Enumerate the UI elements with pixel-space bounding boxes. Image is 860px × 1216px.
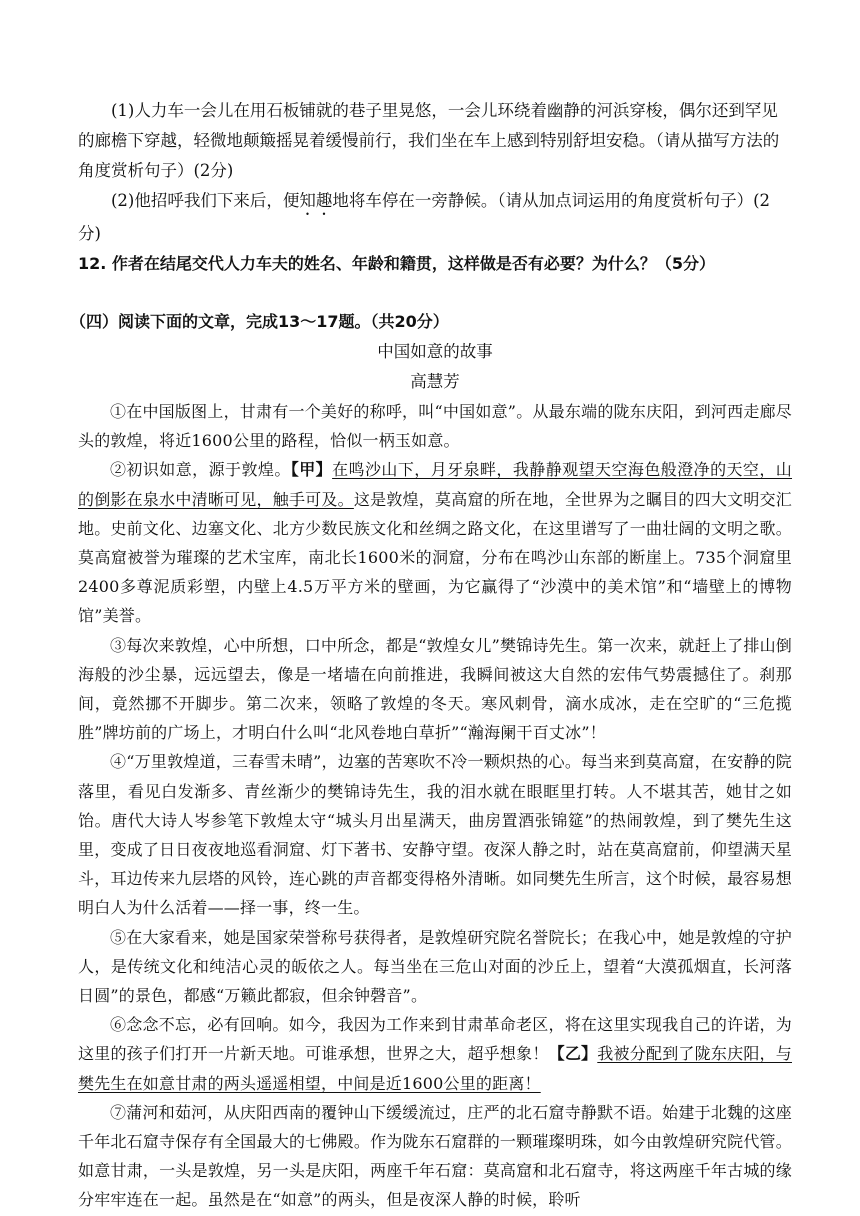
document-page xyxy=(70,96,793,1215)
paragraph-5: ⑤在大家看来，她是国家荣誉称号获得者，是敦煌研究院名誉院长；在我心中，她是敦煌的守护人，是传统文化和纯洁心灵的皈依之人。每当坐在三危山对面的沙丘上，望着“大漠孤烟直，长河落日圆”的景色，都感“万籁此都寂，但余钟磬音”。 xyxy=(78,927,792,1006)
marker-jia: 【甲】 xyxy=(290,460,333,480)
underlined-sentence-jia: 在鸣沙山下，月牙泉畔，我静静观望天空海色般澄净的天空，山的倒影在泉水中清晰可见，触手可及。 xyxy=(78,460,793,509)
question-11-2 xyxy=(78,186,792,249)
article-author: 高慧芳 xyxy=(410,372,460,391)
spacer xyxy=(78,279,792,307)
article-title: 中国如意的故事 xyxy=(377,342,493,361)
marker-yi: 【乙】 xyxy=(548,1044,598,1064)
paragraph-2-rest: 这是敦煌，莫高窟的所在地，全世界为之瞩目的四大文明交汇地。史前文化、边塞文化、北方少数民族文化和丝绸之路文化，在这里谱写了一曲壮阔的文明之歌。莫高窟被誉为璀璨的艺术宝库，南北长1600米的洞窟，分布在鸣沙山东部的断崖上。735个洞窟里2400多尊泥质彩塑，内壁上4.5万平方米的壁画，为它赢得了“沙漠中的美术馆”和“墙壁上的博物馆”美誉。 xyxy=(78,489,792,626)
paragraph-6 xyxy=(78,1010,792,1098)
question-12: 12. 作者在结尾交代人力车夫的姓名、年龄和籍贯，这样做是否有必要？为什么？（5分） xyxy=(78,254,716,273)
underlined-sentence-yi: 我被分配到了陇东庆阳，与樊先生在如意甘肃的两头遥遥相望，中间是近1600公里的距离！ xyxy=(78,1044,792,1093)
paragraph-1: ①在中国版图上，甘肃有一个美好的称呼，叫“中国如意”。从最东端的陇东庆阳，到河西走廊尽头的敦煌，将近1600公里的路程，恰似一柄玉如意。 xyxy=(78,402,792,451)
paragraph-7: ⑦蒲河和茹河，从庆阳西南的覆钟山下缓缓流过，庄严的北石窟寺静默不语。始建于北魏的这座千年北石窟寺保存有全国最大的七佛殿。作为陇东石窟群的一颗璀璨明珠，如今由敦煌研究院代管。如意甘肃，一头是敦煌，另一头是庆阳，两座千年石窟：莫高窟和北石窟寺，将这两座千年古城的缘分牢牢连在一起。虽然是在“如意”的两头，但是夜深人静的时候，聆听 xyxy=(78,1102,792,1210)
dotted-word: 知趣 xyxy=(299,191,333,210)
paragraph-3: ③每次来敦煌，心中所想，口中所念，都是“敦煌女儿”樊锦诗先生。第一次来，就赶上了排山倒海般的沙尘暴，远远望去，像是一堵墙在向前推进，我瞬间被这大自然的宏伟气势震撼住了。刹那间，竟然挪不开脚步。第二次来，领略了敦煌的冬天。寒风刺骨，滴水成冰，走在空旷的“三危揽胜”牌坊前的广场上，才明白什么叫“北风卷地白草折”“瀚海阑干百丈冰”！ xyxy=(78,635,792,743)
paragraph-2 xyxy=(78,455,792,630)
question-11-1: (1)人力车一会儿在用石板铺就的巷子里晃悠，一会儿环绕着幽静的河浜穿梭，偶尔还到罕见的廊檐下穿越，轻微地颠簸摇晃着缓慢前行，我们坐在车上感到特别舒坦安稳。（请从描写方法的角度赏析句子）(2分) xyxy=(78,101,780,180)
question-11-2-before: (2)他招呼我们下来后，便 xyxy=(111,191,300,210)
section-4-heading: （四）阅读下面的文章，完成13～17题。（共20分） xyxy=(70,312,449,331)
question-11-2-after: 地将车停在一旁静候。（请从加点词运用的角度赏析句子）(2分) xyxy=(78,191,771,243)
paragraph-4: ④“万里敦煌道，三春雪未晴”，边塞的苦寒吹不冷一颗炽热的心。每当来到莫高窟，在安静的院落里，看见白发渐多、青丝渐少的樊锦诗先生，我的泪水就在眼眶里打转。人不堪其苦，她甘之如饴。唐代大诗人岑参笔下敦煌太守“城头月出星满天，曲房置酒张锦筵”的热闹敦煌，到了樊先生这里，变成了日日夜夜地巡看洞窟、灯下著书、安静守望。夜深人静之时，站在莫高窟前，仰望满天星斗，耳边传来九层塔的风铃，连心跳的声音都变得格外清晰。如同樊先生所言，这个时候，最容易想明白人为什么活着——择一事，终一生。 xyxy=(78,752,792,918)
paragraph-6-lead: ⑥念念不忘，必有回响。如今，我因为工作来到甘肃革命老区，将在这里实现我自己的许诺，为这里的孩子们打开一片新天地。可谁承想，世界之大，超乎想象！ xyxy=(78,1015,792,1064)
paragraph-2-lead: ②初识如意，源于敦煌。 xyxy=(110,460,291,480)
